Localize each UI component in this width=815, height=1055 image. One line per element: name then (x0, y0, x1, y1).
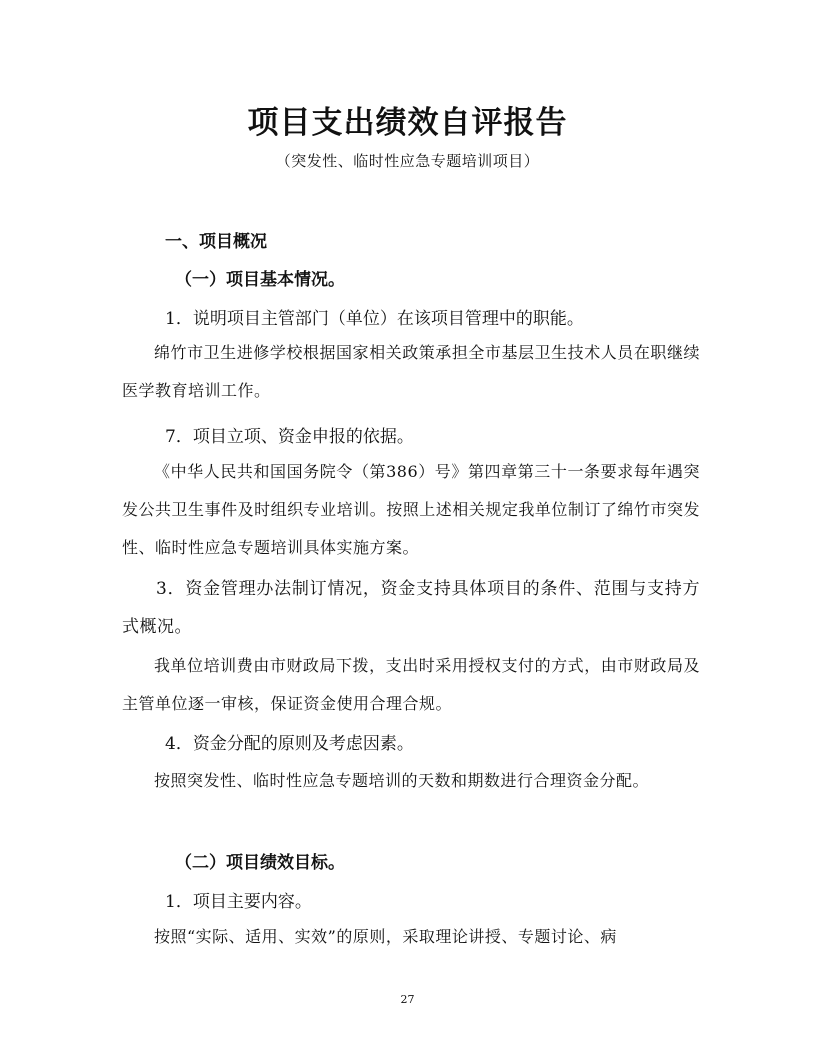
paragraph-basis: 《中华人民共和国国务院令（第386）号》第四章第三十一条要求每年遇突发公共卫生事件及时组织专业培训。按照上述相关规定我单位制订了绵竹市突发性、临时性应急专题培训具体实施方案。 (122, 462, 700, 557)
subsection-heading-basic-info: （一）项目基本情况。 (175, 270, 345, 290)
document-title: 项目支出绩效自评报告 (247, 105, 568, 141)
paragraph-department-role: 绵竹市卫生进修学校根据国家相关政策承担全市基层卫生技术人员在职继续医学教育培训工作。 (122, 343, 700, 400)
item-heading-basis: 7．项目立项、资金申报的依据。 (165, 427, 414, 447)
subsection-heading-goals: （二）项目绩效目标。 (175, 853, 345, 873)
item-heading-main-content: 1．项目主要内容。 (165, 892, 312, 912)
paragraph-fund-management: 我单位培训费由市财政局下拨，支出时采用授权支付的方式，由市财政局及主管单位逐一审核，保证资金使用合理合规。 (122, 656, 700, 713)
item-heading-fund-management: 3．资金管理办法制订情况，资金支持具体项目的条件、范围与支持方式概况。 (122, 579, 700, 637)
document-subtitle: （突发性、临时性应急专题培训项目） (275, 152, 540, 170)
item-heading-allocation: 4．资金分配的原则及考虑因素。 (165, 734, 414, 754)
item-heading-department-role: 1．说明项目主管部门（单位）在该项目管理中的职能。 (165, 309, 584, 329)
paragraph-main-content: 按照“实际、适用、实效”的原则，采取理论讲授、专题讨论、病 (154, 927, 617, 946)
section-heading-overview: 一、项目概况 (165, 232, 267, 252)
page-number: 27 (400, 993, 415, 1006)
paragraph-allocation: 按照突发性、临时性应急专题培训的天数和期数进行合理资金分配。 (154, 771, 650, 790)
